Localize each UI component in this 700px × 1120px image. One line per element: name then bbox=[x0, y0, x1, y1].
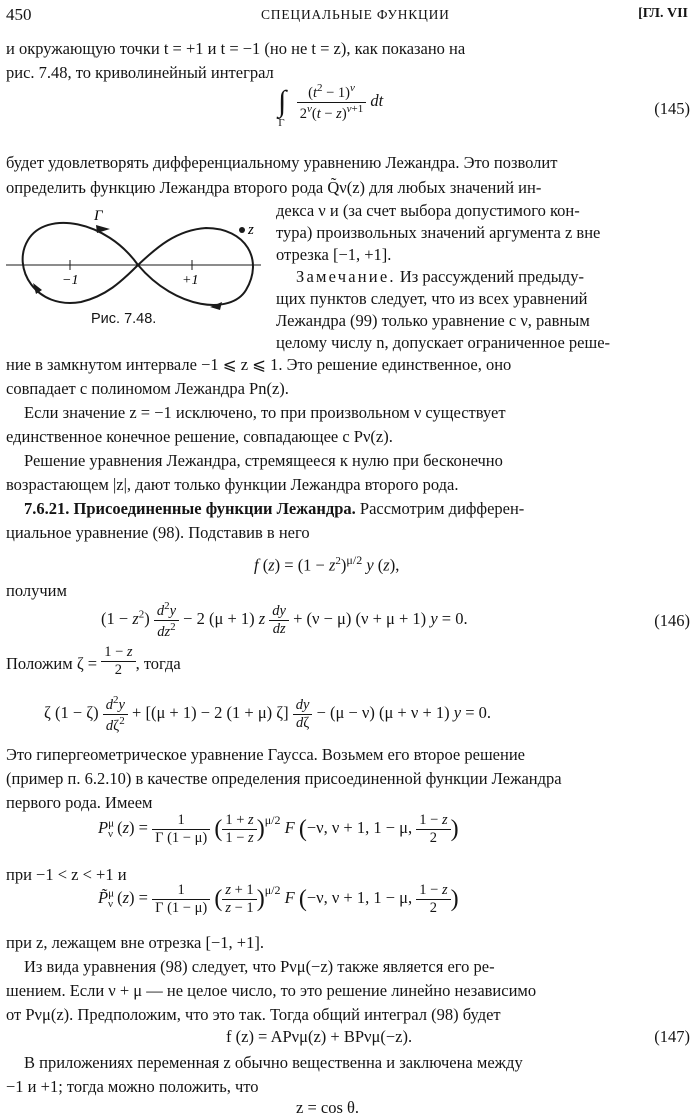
page-number: 450 bbox=[6, 5, 32, 24]
text-line: отрезка [−1, +1]. bbox=[276, 245, 392, 264]
text-line: единственное конечное решение, совпадающее с Pν(z). bbox=[6, 427, 393, 446]
text-line: целому числу n, допускает ограниченное реше- bbox=[276, 333, 611, 352]
text-fragment: , тогда bbox=[135, 653, 181, 673]
section-heading-line bbox=[6, 498, 690, 520]
text-line: −1 и +1; тогда можно положить, что bbox=[6, 1077, 259, 1096]
text-line: первого рода. Имеем bbox=[6, 793, 153, 812]
text-line: определить функцию Лежандра второго рода Q̃ν(z) для любых значений ин- bbox=[6, 178, 542, 197]
text-line: Это гипергеометрическое уравнение Гаусса. Возьмем его второе решение bbox=[6, 745, 525, 764]
gamma-label: Г bbox=[94, 210, 103, 224]
book-page bbox=[6, 0, 690, 1120]
text-line: Лежандра (99) только уравнение с ν, равным bbox=[276, 311, 590, 330]
z-point-label: z bbox=[248, 222, 254, 238]
equation-146: $(1 - z^2)$ $\frac{d^2y}{dz^2}$ − 2 (μ + 1) z $\frac{dy}{dz}$ + (ν − μ) (ν + μ + 1) y = 0. bbox=[101, 600, 468, 640]
text-line: декса ν и (за счет выбора допустимого кон- bbox=[276, 201, 580, 220]
section-heading: 7.6.21. Присоединенные функции Лежандра. bbox=[24, 499, 356, 518]
minus-one-label: −1 bbox=[62, 273, 79, 288]
equation-legendre-p-tilde: P̃$^\mu_\nu$ (z) = $\frac{1}{\Gamma (1 - \mu)}$ ( $\frac{z + 1}{z - 1}$ )$^{\mu/2}$ F (−ν, ν + 1, 1 − μ, $\frac{1 - z}{2}$ ) bbox=[98, 882, 459, 916]
equation-substitution: f $(z) = (1 - z^2)^{\mu/2}$ y (z), bbox=[254, 553, 400, 575]
chapter-label: [ГЛ. VII bbox=[638, 6, 688, 21]
text-fragment: Из рассуждений предыду- bbox=[395, 267, 584, 286]
running-title: СПЕЦИАЛЬНЫЕ ФУНКЦИИ bbox=[261, 7, 450, 22]
text-line: щих пунктов следует, что из всех уравнений bbox=[276, 289, 588, 308]
plus-one-label: +1 bbox=[182, 273, 199, 288]
text-line: тура) произвольных значений аргумента z вне bbox=[276, 223, 601, 242]
text-line: В приложениях переменная z обычно вещественна и заключена между bbox=[24, 1053, 523, 1072]
text-line: шением. Если ν + μ — не целое число, то это решение линейно независимо bbox=[6, 981, 537, 1000]
running-header bbox=[6, 4, 690, 26]
text-line: Если значение z = −1 исключено, то при произвольном ν существует bbox=[24, 403, 506, 422]
equation-number: (145) bbox=[654, 99, 690, 118]
text-line: возрастающем |z|, дают только функции Лежандра второго рода. bbox=[6, 475, 459, 494]
equation-147: f (z) = APνμ(z) + BPνμ(−z). bbox=[226, 1027, 413, 1046]
equation-gauss: ζ (1 − ζ) $\frac{d^2y}{d\zeta^2}$ + [(μ + 1) − 2 (1 + μ) ζ] $\frac{dy}{d\zeta}$ − (μ − ν) (μ + ν + 1) y = 0. bbox=[44, 694, 492, 734]
text-line: ние в замкнутом интервале −1 ⩽ z ⩽ 1. Это решение единственное, оно bbox=[6, 355, 512, 374]
remark-line bbox=[296, 266, 690, 288]
figure-caption: Рис. 7.48. bbox=[91, 311, 157, 327]
text-line: рис. 7.48, то криволинейный интеграл bbox=[6, 63, 274, 82]
text-fragment: Положим ζ = bbox=[6, 653, 98, 673]
text-line: Решение уравнения Лежандра, стремящееся к нулю при бесконечно bbox=[24, 451, 503, 470]
text-line: будет удовлетворять дифференциальному уравнению Лежандра. Это позволит bbox=[6, 153, 558, 172]
text-line: при z, лежащем вне отрезка [−1, +1]. bbox=[6, 933, 264, 952]
text-line: Из вида уравнения (98) следует, что Pνμ(−z) также является его ре- bbox=[24, 957, 495, 976]
equation-number: (146) bbox=[654, 611, 690, 630]
text-line: циальное уравнение (98). Подставив в него bbox=[6, 523, 310, 542]
equation-number: (147) bbox=[654, 1027, 690, 1046]
text-line: получим bbox=[6, 581, 67, 600]
text-line: (пример п. 6.2.10) в качестве определения присоединенной функции Лежандра bbox=[6, 769, 562, 788]
remark-label: Замечание. bbox=[296, 267, 396, 286]
text-line: Положим ζ = $\frac{1 - z}{2}$ , тогда bbox=[6, 644, 181, 678]
text-line: и окружающую точки t = +1 и t = −1 (но не t = z), как показано на bbox=[6, 39, 466, 58]
equation-legendre-p: $P^\mu_\nu$ (z) = $\frac{1}{\Gamma (1 - \mu)}$ ( $\frac{1 + z}{1 - z}$ )$^{\mu/2}$ F (−ν, ν + 1, 1 − μ, $\frac{1 - z}{2}$ ) bbox=[98, 812, 459, 846]
equation-z-cos: z = cos θ. bbox=[296, 1098, 360, 1117]
equation-145: $\int_\Gamma$ $\frac{(t^2 - 1)^\nu}{2^\nu(t - z)^{\nu+1}}$ dt bbox=[278, 82, 384, 130]
text-line: от Pνμ(z). Предположим, что это так. Тогда общий интеграл (98) будет bbox=[6, 1005, 501, 1024]
text-fragment: Рассмотрим дифферен- bbox=[355, 499, 525, 518]
text-line: при −1 < z < +1 и bbox=[6, 865, 127, 884]
text-line: совпадает с полиномом Лежандра Pn(z). bbox=[6, 379, 289, 398]
